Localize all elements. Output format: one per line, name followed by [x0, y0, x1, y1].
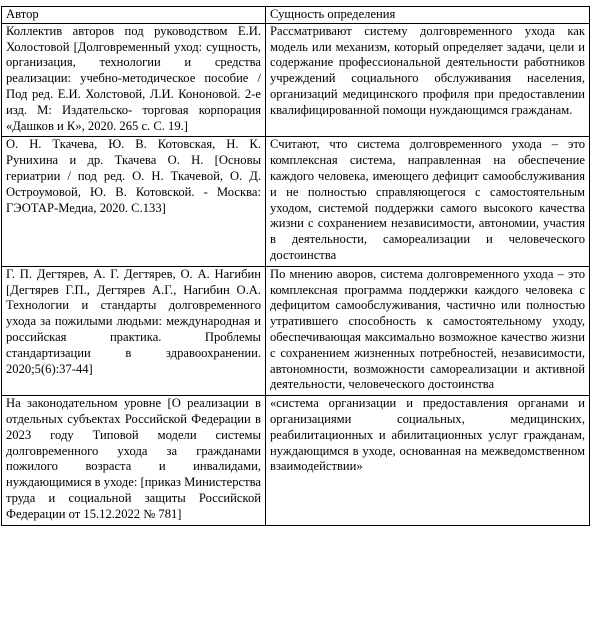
table-row	[2, 266, 590, 395]
header-row	[2, 7, 590, 24]
header-author: Автор	[2, 7, 266, 24]
definitions-table	[1, 6, 590, 526]
definition-cell: Рассматривают систему долговременного ухода как модель или механизм, который определяет задачи, цели и содержание профессиональной деятельности работников учреждений социального обслуживания населения, организаций медицинского профиля при предоставлении квалифицированной помощи нуждающимся гражданам.	[266, 23, 590, 137]
author-cell: Г. П. Дегтярев, А. Г. Дегтярев, О. А. Нагибин [Дегтярев Г.П., Дегтярев А.Г., Нагибин О.А. Технологии и стандарты долговременного ухода за пожилыми людьми: международная и российская практика. Проблемы стандартизации в здравоохранении. 2020;5(6):37-44]	[2, 266, 266, 395]
table-header	[2, 7, 590, 24]
table-row	[2, 137, 590, 266]
table-row	[2, 396, 590, 525]
author-cell: О. Н. Ткачева, Ю. В. Котовская, Н. К. Рунихина и др. Ткачева О. Н. [Основы гериатрии / под ред. О. Н. Ткачевой, О. Д. Остроумовой, Ю. В. Котовской. - Москва: ГЭОТАР-Медиа, 2020. С.133]	[2, 137, 266, 266]
definition-cell: Считают, что система долговременного ухода – это комплексная система, направленная на обеспечение каждого человека, имеющего дефицит самообслуживания и не полностью справляющегося с самостоятельным уходом, системой поддержки самого высокого качества жизни с сохранением независимости, автономии, участия в деятельности, самореализации и человеческого достоинства	[266, 137, 590, 266]
definition-cell: По мнению аворов, система долговременного ухода – это комплексная программа поддержки каждого человека с дефицитом самообслуживания, частично или полностью утратившего способность к самостоятельному уходу, обеспечивающая максимально возможное качество жизни с сохранением жизненных потребностей, независимости, автономности, возможности самореализации и активной деятельности, человеческого достоинства	[266, 266, 590, 395]
table-row	[2, 23, 590, 137]
author-cell: Коллектив авторов под руководством Е.И. Холостовой [Долговременный уход: сущность, организация, технологии и средства реализации: учебно-методическое пособие / Под ред. Е.И. Холстовой, Л.И. Кононовой. 2-е изд. М: Издательско- торговая корпорация «Дашков и К», 2020. 265 с. С. 19.]	[2, 23, 266, 137]
table-body	[2, 23, 590, 525]
definition-cell: «система организации и предоставления органами и организациями социальных, медицинских, реабилитационных и абилитационных услуг гражданам, нуждающимся в уходе, основанная на межведомственном взаимодействии»	[266, 396, 590, 525]
header-definition: Сущность определения	[266, 7, 590, 24]
author-cell: На законодательном уровне [О реализации в отдельных субъектах Российской Федерации в 2023 году Типовой модели системы долговременного ухода за гражданами пожилого возраста и инвалидами, нуждающимися в уходе: [приказ Министерства труда и социальной защиты Российской Федерации от 15.12.2022 № 781]	[2, 396, 266, 525]
